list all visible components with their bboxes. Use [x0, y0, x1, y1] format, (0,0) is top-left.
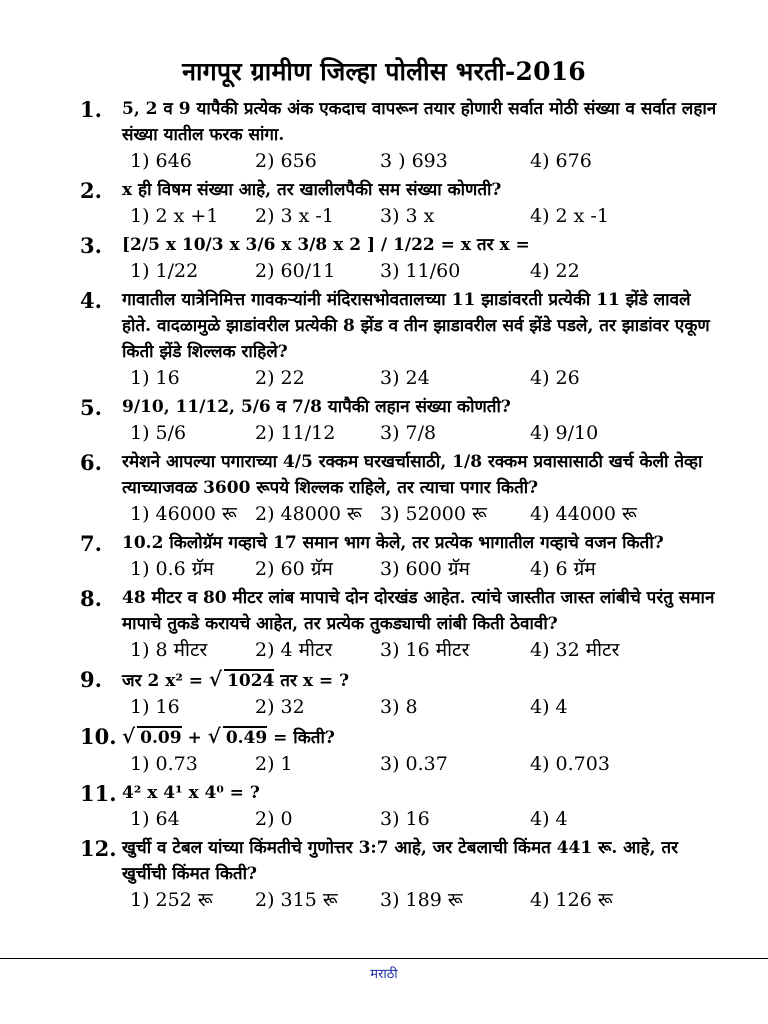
- question-10: [80, 723, 724, 777]
- option-3: 3) 16 मीटर: [380, 639, 470, 661]
- question-7: [80, 530, 724, 582]
- option-3: 3) 11/60: [380, 260, 461, 282]
- footer-language-label: मराठी: [370, 967, 398, 982]
- option-3: 3 ) 693: [380, 150, 448, 172]
- option-2: 2) 22: [255, 367, 305, 389]
- option-2: 2) 32: [255, 696, 305, 718]
- options-row: [130, 751, 724, 777]
- question-number: 4.: [80, 288, 102, 313]
- options-row: [130, 420, 724, 446]
- option-2: 2) 11/12: [255, 422, 336, 444]
- question-8: [80, 585, 724, 663]
- options-row: [130, 806, 724, 832]
- option-2: 2) 4 मीटर: [255, 639, 333, 661]
- question-text: [2/5 x 10/3 x 3/6 x 3/8 x 2 ] / 1/22 = x तर x =: [122, 235, 530, 255]
- option-3: 3) 600 ग्रॅम: [380, 558, 470, 580]
- option-1: 1) 8 मीटर: [130, 639, 208, 661]
- question-number: 2.: [80, 178, 102, 203]
- question-number: 7.: [80, 531, 102, 556]
- question-text: 9/10, 11/12, 5/6 व 7/8 यापैकी लहान संख्या कोणती?: [122, 397, 511, 417]
- question-number: 5.: [80, 395, 102, 420]
- question-text: गावातील यात्रेनिमित्त गावकऱ्यांनी मंदिरासभोवतालच्या 11 झाडांवरती प्रत्येकी 11 झेंडे लावले होते. वादळामुळे झाडांवरील प्रत्येकी 8 झेंड व तीन झाडावरील सर्व झेंडे पडले, तर झाडांवर एकूण किती झेंडे शिल्लक राहिले?: [122, 290, 710, 362]
- question-number: 8.: [80, 586, 102, 611]
- option-2: 2) 0: [255, 808, 293, 830]
- question-9: [80, 666, 724, 720]
- radicand-a: 0.09: [137, 726, 181, 748]
- option-1: 1) 46000 रू: [130, 503, 237, 525]
- option-2: 2) 60 ग्रॅम: [255, 558, 333, 580]
- option-4: 4) 676: [530, 150, 592, 172]
- question-2: [80, 177, 724, 229]
- option-1: 1) 646: [130, 150, 192, 172]
- option-3: 3) 8: [380, 696, 418, 718]
- question-text: 5, 2 व 9 यापैकी प्रत्येक अंक एकदाच वापरून तयार होणारी सर्वात मोठी संख्या व सर्वात लहान संख्या यातील फरक सांगा.: [122, 99, 717, 145]
- option-3: 3) 189 रू: [380, 889, 463, 911]
- option-4: 4) 26: [530, 367, 580, 389]
- question-5: [80, 394, 724, 446]
- option-1: 1) 64: [130, 808, 180, 830]
- option-4: 4) 2 x -1: [530, 205, 609, 227]
- options-row: [130, 365, 724, 391]
- radicand-b: 0.49: [223, 726, 267, 748]
- option-1: 1) 5/6: [130, 422, 187, 444]
- option-1: 1) 2 x +1: [130, 205, 219, 227]
- option-2: 2) 1: [255, 753, 293, 775]
- option-1: 1) 0.73: [130, 753, 198, 775]
- option-2: 2) 315 रू: [255, 889, 338, 911]
- question-number: 10.: [80, 724, 117, 749]
- options-row: [130, 501, 724, 527]
- option-2: 2) 656: [255, 150, 317, 172]
- option-3: 3) 0.37: [380, 753, 448, 775]
- square-root-icon: √: [122, 724, 136, 748]
- option-3: 3) 24: [380, 367, 430, 389]
- question-list: [80, 96, 724, 916]
- option-4: 4) 4: [530, 808, 568, 830]
- question-text: [122, 723, 724, 751]
- question-number: 6.: [80, 450, 102, 475]
- options-row: [130, 258, 724, 284]
- question-3: [80, 232, 724, 284]
- option-1: 1) 16: [130, 696, 180, 718]
- option-1: 1) 1/22: [130, 260, 199, 282]
- option-1: 1) 252 रू: [130, 889, 213, 911]
- question-6: [80, 449, 724, 527]
- option-4: 4) 9/10: [530, 422, 599, 444]
- options-row: [130, 203, 724, 229]
- question-number: 12.: [80, 836, 117, 861]
- option-3: 3) 3 x: [380, 205, 435, 227]
- option-2: 2) 60/11: [255, 260, 336, 282]
- question-text: 4² x 4¹ x 4⁰ = ?: [122, 783, 260, 803]
- question-text: x ही विषम संख्या आहे, तर खालीलपैकी सम संख्या कोणती?: [122, 180, 502, 200]
- option-2: 2) 48000 रू: [255, 503, 362, 525]
- footer-divider: [0, 958, 768, 959]
- option-4: 4) 0.703: [530, 753, 610, 775]
- question-text: [122, 666, 724, 694]
- option-4: 4) 32 मीटर: [530, 639, 620, 661]
- equation-prefix: जर 2 x² =: [122, 671, 209, 691]
- option-4: 4) 22: [530, 260, 580, 282]
- question-text: रमेशने आपल्या पगाराच्या 4/5 रक्कम घरखर्चासाठी, 1/8 रक्कम प्रवासासाठी खर्च केली तेव्हा त्याच्याजवळ 3600 रूपये शिल्लक राहिले, तर त्याचा पगार किती?: [122, 452, 703, 498]
- square-root-icon: √: [208, 667, 223, 691]
- option-1: 1) 0.6 ग्रॅम: [130, 558, 214, 580]
- plus-sign: +: [187, 728, 202, 748]
- option-4: 4) 4: [530, 696, 568, 718]
- options-row: [130, 637, 724, 663]
- question-text: खुर्ची व टेबल यांच्या किंमतीचे गुणोत्तर 3:7 आहे, जर टेबलाची किंमत 441 रू. आहे, तर खुर्चीची किंमत किती?: [122, 838, 679, 884]
- option-3: 3) 16: [380, 808, 430, 830]
- equation-suffix: तर x = ?: [274, 671, 350, 691]
- equation-suffix: = किती?: [267, 728, 335, 748]
- option-3: 3) 52000 रू: [380, 503, 487, 525]
- question-number: 1.: [80, 97, 102, 122]
- square-root-icon: √: [207, 724, 221, 748]
- question-12: [80, 835, 724, 913]
- option-1: 1) 16: [130, 367, 180, 389]
- question-text: 10.2 किलोग्रॅम गव्हाचे 17 समान भाग केले, तर प्रत्येक भागातील गव्हाचे वजन किती?: [122, 533, 664, 553]
- question-number: 9.: [80, 667, 102, 692]
- options-row: [130, 694, 724, 720]
- option-4: 4) 6 ग्रॅम: [530, 558, 596, 580]
- question-number: 3.: [80, 233, 102, 258]
- question-text: 48 मीटर व 80 मीटर लांब मापाचे दोन दोरखंड आहेत. त्यांचे जास्तीत जास्त लांबीचे परंतु समान मापाचे तुकडे करायचे आहेत, तर प्रत्येक तुकड्याची लांबी किती ठेवावी?: [122, 588, 715, 634]
- options-row: [130, 887, 724, 913]
- options-row: [130, 556, 724, 582]
- option-4: 4) 44000 रू: [530, 503, 637, 525]
- question-number: 11.: [80, 781, 117, 806]
- option-4: 4) 126 रू: [530, 889, 613, 911]
- radicand: 1024: [224, 669, 274, 691]
- option-2: 2) 3 x -1: [255, 205, 334, 227]
- question-11: [80, 780, 724, 832]
- question-1: [80, 96, 724, 174]
- options-row: [130, 148, 724, 174]
- option-3: 3) 7/8: [380, 422, 437, 444]
- question-4: [80, 287, 724, 391]
- page-title: नागपूर ग्रामीण जिल्हा पोलीस भरती-2016: [182, 57, 586, 86]
